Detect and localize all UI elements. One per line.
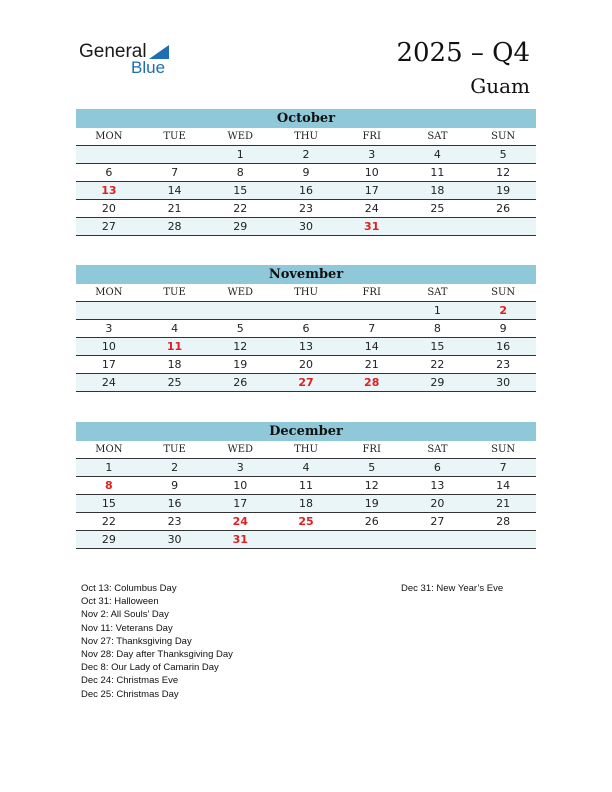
day-cell: 6 xyxy=(433,461,441,474)
empty-day-cell xyxy=(339,302,405,319)
weekday-header xyxy=(76,128,536,146)
day-cell: 7 xyxy=(171,166,179,179)
day-cell: 5 xyxy=(499,148,507,161)
day-cell: 15 xyxy=(101,497,116,510)
day-cell: 6 xyxy=(302,322,310,335)
brand-logo xyxy=(79,40,179,80)
day-cell: 16 xyxy=(167,497,182,510)
week-row xyxy=(76,531,536,549)
weekday-label: FRI xyxy=(362,287,381,298)
day-cell: 20 xyxy=(430,497,445,510)
day-cell: 24 xyxy=(232,515,248,528)
week-row xyxy=(76,477,536,495)
weekday-label: TUE xyxy=(163,131,186,142)
weekday-label: TUE xyxy=(163,287,186,298)
holiday-note: Oct 13: Columbus Day xyxy=(81,583,177,594)
day-cell: 19 xyxy=(496,184,511,197)
day-cell: 28 xyxy=(364,376,380,389)
weekday-label: SAT xyxy=(427,444,448,455)
empty-day-cell xyxy=(339,531,405,548)
day-cell: 19 xyxy=(233,358,248,371)
day-cell: 1 xyxy=(236,148,244,161)
week-row xyxy=(76,338,536,356)
day-cell: 11 xyxy=(166,340,183,353)
day-cell: 21 xyxy=(167,202,182,215)
day-cell: 8 xyxy=(236,166,244,179)
day-cell: 13 xyxy=(101,184,117,197)
day-cell: 27 xyxy=(101,220,116,233)
holiday-note: Oct 31: Halloween xyxy=(81,596,159,608)
empty-day-cell xyxy=(470,218,536,235)
holiday-list xyxy=(81,582,233,701)
weekday-label: TUE xyxy=(163,444,186,455)
day-cell: 8 xyxy=(105,479,113,492)
month-title: December xyxy=(76,422,536,441)
day-cell: 18 xyxy=(430,184,445,197)
day-cell: 18 xyxy=(298,497,313,510)
day-cell: 21 xyxy=(496,497,511,510)
day-cell: 7 xyxy=(499,461,507,474)
day-cell: 25 xyxy=(167,376,182,389)
day-cell: 10 xyxy=(233,479,248,492)
day-cell: 14 xyxy=(167,184,182,197)
logo-general-text: General xyxy=(79,41,147,62)
weekday-label: THU xyxy=(294,131,318,142)
day-cell: 26 xyxy=(364,515,379,528)
weekday-label: THU xyxy=(294,287,318,298)
day-cell: 30 xyxy=(298,220,313,233)
week-row xyxy=(76,302,536,320)
empty-day-cell xyxy=(470,531,536,548)
day-cell: 22 xyxy=(233,202,248,215)
day-cell: 30 xyxy=(167,533,182,546)
day-cell: 10 xyxy=(101,340,116,353)
weekday-label: WED xyxy=(227,287,254,298)
month-title: October xyxy=(76,109,536,128)
day-cell: 9 xyxy=(499,322,507,335)
weekday-label: MON xyxy=(95,287,123,298)
weekday-label: SAT xyxy=(427,287,448,298)
day-cell: 2 xyxy=(302,148,310,161)
day-cell: 19 xyxy=(364,497,379,510)
day-cell: 12 xyxy=(233,340,248,353)
day-cell: 11 xyxy=(430,166,445,179)
week-row xyxy=(76,164,536,182)
empty-day-cell xyxy=(405,531,471,548)
day-cell: 17 xyxy=(101,358,116,371)
holiday-list-right xyxy=(401,582,503,595)
weekday-label: SUN xyxy=(491,444,516,455)
day-cell: 20 xyxy=(298,358,313,371)
day-cell: 26 xyxy=(233,376,248,389)
week-row xyxy=(76,374,536,392)
day-cell: 20 xyxy=(101,202,116,215)
holiday-note: Dec 31: New Year’s Eve xyxy=(401,583,504,594)
day-cell: 16 xyxy=(298,184,313,197)
day-cell: 30 xyxy=(496,376,511,389)
week-row xyxy=(76,356,536,374)
day-cell: 15 xyxy=(430,340,445,353)
day-cell: 23 xyxy=(298,202,313,215)
logo-blue-text: Blue xyxy=(131,58,166,77)
day-cell: 11 xyxy=(298,479,313,492)
day-cell: 1 xyxy=(433,304,441,317)
day-cell: 29 xyxy=(430,376,445,389)
day-cell: 15 xyxy=(233,184,248,197)
page-subtitle: Guam xyxy=(470,74,530,98)
empty-day-cell xyxy=(142,146,208,163)
page-title: 2025 – Q4 xyxy=(396,38,530,68)
weekday-header xyxy=(76,284,536,302)
day-cell: 3 xyxy=(236,461,244,474)
week-row xyxy=(76,495,536,513)
day-cell: 2 xyxy=(171,461,179,474)
empty-day-cell xyxy=(207,302,273,319)
day-cell: 28 xyxy=(496,515,511,528)
day-cell: 13 xyxy=(298,340,313,353)
week-row xyxy=(76,459,536,477)
day-cell: 25 xyxy=(298,515,314,528)
week-row xyxy=(76,182,536,200)
weekday-label: FRI xyxy=(362,131,381,142)
day-cell: 26 xyxy=(496,202,511,215)
day-cell: 23 xyxy=(496,358,511,371)
day-cell: 4 xyxy=(433,148,441,161)
day-cell: 29 xyxy=(233,220,248,233)
weekday-label: SUN xyxy=(491,131,516,142)
holiday-note: Dec 24: Christmas Eve xyxy=(81,675,179,687)
weekday-header xyxy=(76,441,536,459)
day-cell: 22 xyxy=(430,358,445,371)
day-cell: 9 xyxy=(302,166,310,179)
day-cell: 10 xyxy=(364,166,379,179)
empty-day-cell xyxy=(405,218,471,235)
day-cell: 2 xyxy=(499,304,507,317)
logo-flag-icon xyxy=(149,45,169,59)
day-cell: 27 xyxy=(298,376,314,389)
day-cell: 31 xyxy=(364,220,380,233)
day-cell: 12 xyxy=(364,479,379,492)
empty-day-cell xyxy=(76,302,142,319)
weekday-label: FRI xyxy=(362,444,381,455)
day-cell: 25 xyxy=(430,202,445,215)
day-cell: 31 xyxy=(232,533,248,546)
week-row xyxy=(76,218,536,236)
weekday-label: SUN xyxy=(491,287,516,298)
holiday-note: Dec 25: Christmas Day xyxy=(81,688,179,700)
day-cell: 14 xyxy=(364,340,379,353)
empty-day-cell xyxy=(273,302,339,319)
day-cell: 12 xyxy=(496,166,511,179)
holiday-note: Nov 2: All Souls’ Day xyxy=(81,609,169,621)
empty-day-cell xyxy=(273,531,339,548)
day-cell: 27 xyxy=(430,515,445,528)
empty-day-cell xyxy=(142,302,208,319)
weekday-label: WED xyxy=(227,444,254,455)
day-cell: 24 xyxy=(364,202,379,215)
day-cell: 22 xyxy=(101,515,116,528)
holiday-note: Nov 27: Thanksgiving Day xyxy=(81,635,192,647)
weekday-label: WED xyxy=(227,131,254,142)
month-title: November xyxy=(76,265,536,284)
week-row xyxy=(76,200,536,218)
month-0 xyxy=(76,109,536,236)
day-cell: 1 xyxy=(105,461,113,474)
day-cell: 4 xyxy=(302,461,310,474)
day-cell: 7 xyxy=(368,322,376,335)
week-row xyxy=(76,513,536,531)
day-cell: 14 xyxy=(496,479,511,492)
day-cell: 9 xyxy=(171,479,179,492)
day-cell: 17 xyxy=(364,184,379,197)
day-cell: 5 xyxy=(236,322,244,335)
day-cell: 3 xyxy=(368,148,376,161)
holiday-note: Nov 11: Veterans Day xyxy=(81,622,173,634)
day-cell: 8 xyxy=(433,322,441,335)
day-cell: 13 xyxy=(430,479,445,492)
day-cell: 29 xyxy=(101,533,116,546)
day-cell: 4 xyxy=(171,322,179,335)
day-cell: 5 xyxy=(368,461,376,474)
day-cell: 23 xyxy=(167,515,182,528)
day-cell: 3 xyxy=(105,322,113,335)
weekday-label: SAT xyxy=(427,131,448,142)
holiday-note: Nov 28: Day after Thanksgiving Day xyxy=(81,648,233,660)
empty-day-cell xyxy=(76,146,142,163)
weekday-label: MON xyxy=(95,444,123,455)
day-cell: 6 xyxy=(105,166,113,179)
holiday-note: Dec 8: Our Lady of Camarin Day xyxy=(81,662,219,674)
day-cell: 28 xyxy=(167,220,182,233)
week-row xyxy=(76,146,536,164)
day-cell: 21 xyxy=(364,358,379,371)
month-1 xyxy=(76,265,536,392)
week-row xyxy=(76,320,536,338)
weekday-label: MON xyxy=(95,131,123,142)
day-cell: 24 xyxy=(101,376,116,389)
day-cell: 16 xyxy=(496,340,511,353)
month-2 xyxy=(76,422,536,549)
day-cell: 18 xyxy=(167,358,182,371)
day-cell: 17 xyxy=(233,497,248,510)
weekday-label: THU xyxy=(294,444,318,455)
